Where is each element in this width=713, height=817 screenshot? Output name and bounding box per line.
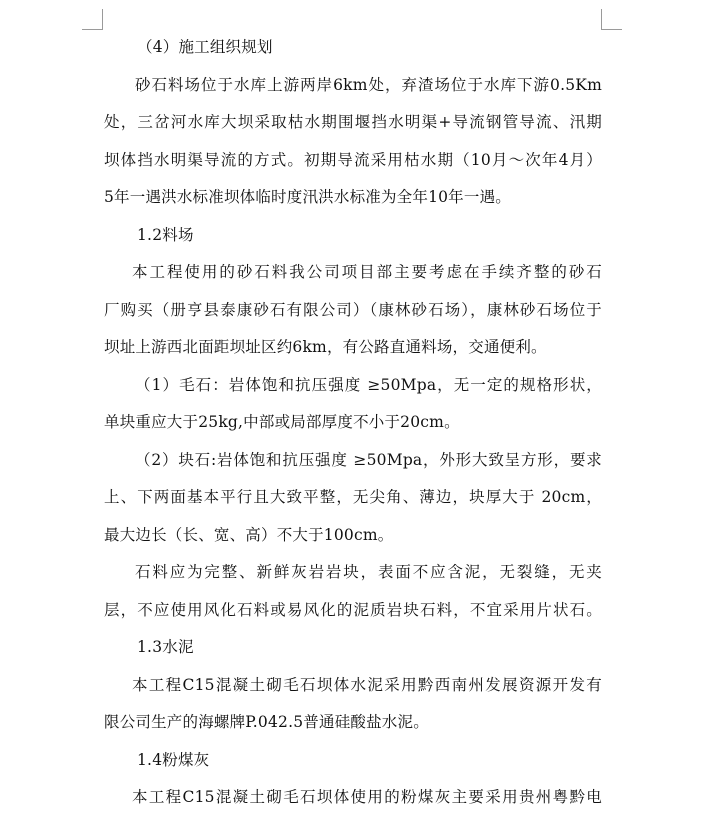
- text-line: 处，三岔河水库大坝采取枯水期围堰挡水明渠+导流钢管导流、汛期: [104, 113, 602, 131]
- page-corner-mark-left: [82, 9, 103, 30]
- text-line: 坝址上游西北面距坝址区约6km，有公路直通料场，交通便利。: [104, 338, 547, 356]
- text-line: 砂石料场位于水库上游两岸6km处，弃渣场位于水库下游0.5Km: [135, 75, 602, 94]
- document-body[interactable]: [104, 29, 602, 817]
- text-line: 层，不应使用风化石料或易风化的泥质岩块石料，不宜采用片状石。: [104, 600, 602, 619]
- text-line: 本工程使用的砂石料我公司项目部主要考虑在手续齐整的砂石: [132, 263, 602, 281]
- text-line: 坝体挡水明渠导流的方式。初期导流采用枯水期（10月～次年4月）: [104, 150, 602, 169]
- text-line: 限公司生产的海螺牌P.042.5普通硅酸盐水泥。: [104, 713, 429, 731]
- text-line: 1.4粉煤灰: [137, 750, 210, 769]
- text-line: 单块重应大于25kg,中部或局部厚度不小于20cm。: [104, 413, 460, 431]
- text-line: 1.2料场: [137, 225, 194, 244]
- text-line: （2）块石:岩体饱和抗压强度 ≥50Mpa，外形大致呈方形，要求: [135, 450, 602, 469]
- text-line: 本工程C15混凝土砌毛石坝体水泥采用黔西南州发展资源开发有: [132, 675, 602, 694]
- text-line: 最大边长（长、宽、高）不大于100cm。: [104, 525, 394, 544]
- text-line: 厂购买（册亨县泰康砂石有限公司）（康林砂石场），康林砂石场位于: [104, 300, 602, 319]
- text-line: 5年一遇洪水标准坝体临时度汛洪水标准为全年10年一遇。: [104, 188, 511, 206]
- text-line: 本工程C15混凝土砌毛石坝体使用的粉煤灰主要采用贵州粤黔电: [132, 788, 602, 806]
- text-line: 上、下两面基本平行且大致平整，无尖角、薄边，块厚大于 20cm，: [104, 488, 602, 506]
- text-line: （4）施工组织规划: [137, 38, 273, 56]
- text-line: 石料应为完整、新鲜灰岩岩块，表面不应含泥，无裂缝，无夹: [135, 563, 602, 581]
- text-line: （1）毛石：岩体饱和抗压强度 ≥50Mpa，无一定的规格形状，: [135, 375, 602, 394]
- text-line: 1.3水泥: [137, 638, 194, 656]
- page-corner-mark-right: [601, 9, 622, 30]
